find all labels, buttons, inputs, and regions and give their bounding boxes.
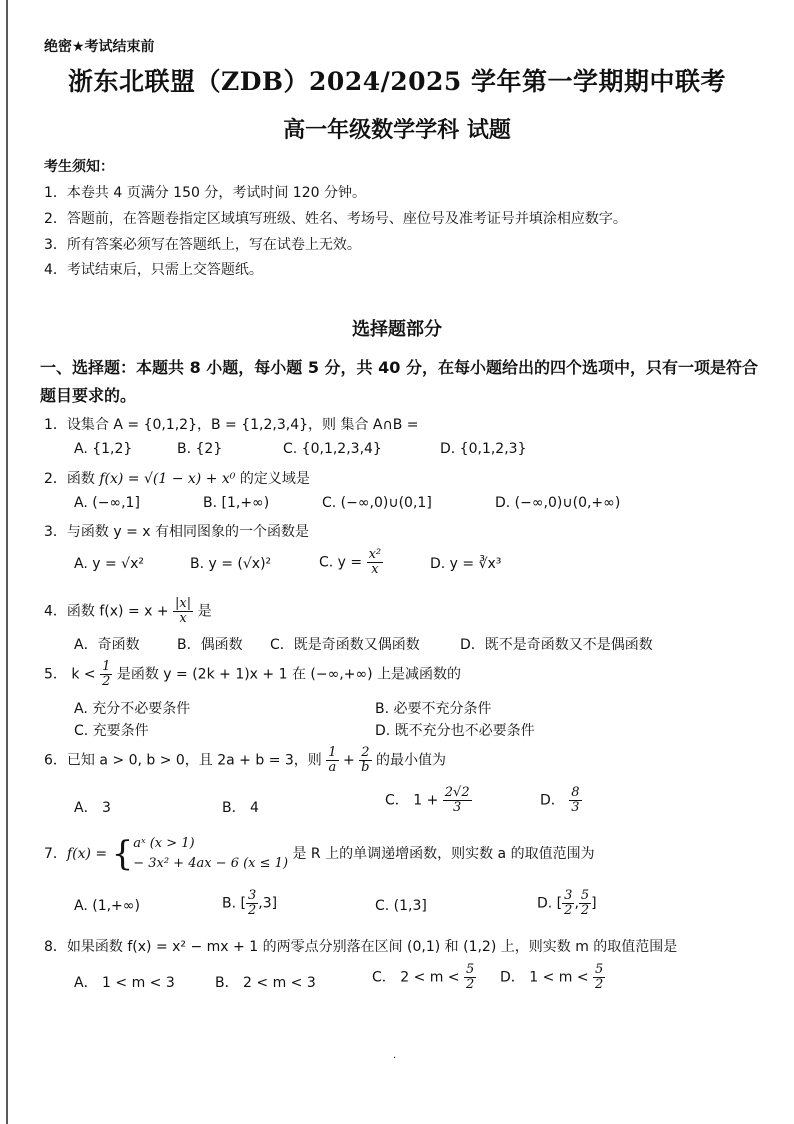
q7-case-2: − 3x² + 4ax − 6 (x ≤ 1) [133, 856, 289, 871]
q7-option-a: A. (1,+∞) [74, 898, 140, 914]
numerator: 8 [571, 785, 580, 800]
q6-c-fraction [443, 786, 472, 815]
q3-c-pre: C. y = [319, 554, 367, 571]
q7-function: f(x) = [66, 846, 112, 862]
q5-option-d: D. 既不充分也不必要条件 [375, 723, 535, 739]
q8-option-b: B． 2 < m < 3 [215, 975, 316, 991]
q8-option-d [500, 963, 605, 992]
q7-d-fraction-1 [562, 889, 574, 918]
q5-option-c: C. 充要条件 [74, 723, 149, 739]
q6-option-c [385, 786, 472, 815]
q6-stem-pre: 6．已知 a > 0, b > 0，且 2a + b = 3，则 [44, 752, 327, 769]
q7-piecewise [133, 834, 288, 874]
q3-option-b: B. y = (√x)² [190, 556, 272, 572]
q6-d-fraction [569, 786, 581, 815]
denominator: 2 [466, 977, 475, 992]
q8-c-pre: C． 2 < m < [372, 969, 465, 986]
q8-c-fraction [464, 963, 476, 992]
q1-option-b: B. {2} [177, 441, 223, 457]
numerator: 2√2 [444, 785, 470, 800]
q3-option-d: D. y = ∛x³ [430, 556, 502, 572]
denominator: x [179, 611, 187, 626]
numerator: 1 [328, 745, 337, 760]
numerator: 5 [595, 962, 604, 977]
denominator: 2 [580, 903, 590, 918]
denominator: 2 [595, 977, 604, 992]
q1-option-d: D. {0,1,2,3} [440, 441, 527, 457]
q7-option-b [222, 889, 277, 918]
numerator: 2 [359, 746, 371, 761]
page-mark: · [393, 1053, 397, 1064]
secret-label: 绝密★考试结束前 [44, 39, 155, 55]
q8-option-a: A． 1 < m < 3 [74, 975, 175, 991]
section-heading: 选择题部分 [352, 319, 442, 340]
q7-option-d [537, 889, 597, 918]
q1-option-c: C. {0,1,2,3,4} [283, 441, 382, 457]
notice-item: 1．本卷共 4 页满分 150 分，考试时间 120 分钟。 [44, 185, 366, 201]
question-4-stem [44, 597, 212, 626]
q5-option-a: A. 充分不必要条件 [74, 701, 191, 717]
q7-d-pre: D. [ [537, 895, 563, 912]
q4-option-b: B．偶函数 [177, 637, 243, 653]
question-6-stem [44, 746, 446, 775]
q3-option-a: A. y = √x² [74, 556, 144, 572]
exam-subtitle: 高一年级数学学科 试题 [283, 117, 511, 143]
brace-icon: { [111, 834, 134, 874]
q7-d-mid: , [574, 895, 579, 912]
denominator: b [361, 760, 370, 775]
q8-d-fraction [593, 963, 605, 992]
numerator: 1 [102, 659, 111, 674]
question-2-stem [44, 468, 310, 488]
q5-fraction [100, 660, 112, 689]
numerator: 3 [564, 888, 573, 903]
q7-b-pre: B. [ [222, 895, 246, 912]
q7-d-post: ] [591, 895, 597, 912]
q1-option-a: A. {1,2} [74, 441, 133, 457]
q3-option-c [319, 548, 383, 577]
q4-option-a: A．奇函数 [74, 637, 140, 653]
numerator: x² [368, 547, 382, 562]
q4-option-c: C．既是奇函数又偶函数 [270, 637, 420, 653]
numerator: |x| [175, 596, 192, 611]
q7-case-1: aˣ (x > 1) [133, 836, 195, 851]
denominator: 2 [102, 674, 111, 689]
q7-stem-post: 是 R 上的单调递增函数，则实数 a 的取值范围为 [288, 846, 595, 862]
q5-option-b: B. 必要不充分条件 [375, 701, 492, 717]
q3-c-fraction [367, 548, 384, 577]
numerator: 5 [466, 962, 475, 977]
denominator: 3 [453, 800, 462, 815]
q2-option-a: A. (−∞,1] [74, 495, 140, 511]
q6-fraction-2 [359, 746, 371, 775]
notice-item: 2．答题前，在答题卷指定区域填写班级、姓名、考场号、座位号及准考证号并填涂相应数字。 [44, 211, 627, 227]
q8-option-c [372, 963, 476, 992]
question-5-stem [44, 660, 461, 689]
question-8-stem: 8．如果函数 f(x) = x² − mx + 1 的两零点分别落在区间 (0,1) 和 (1,2) 上，则实数 m 的取值范围是 [44, 939, 678, 955]
q5-stem-pre: 5． k < [44, 666, 101, 683]
q2-option-b: B. [1,+∞) [203, 495, 270, 511]
q6-option-b: B． 4 [222, 800, 259, 816]
exam-title: 浙东北联盟（ZDB）2024/2025 学年第一学期期中联考 [67, 67, 727, 96]
denominator: x [371, 562, 379, 577]
notice-item: 4．考试结束后，只需上交答题纸。 [44, 262, 263, 278]
numerator: 3 [247, 888, 257, 903]
q4-option-d: D．既不是奇函数又不是偶函数 [460, 637, 653, 653]
q2-stem-pre: 2．函数 [44, 471, 100, 487]
question-3-stem: 3．与函数 y = x 有相同图象的一个函数是 [44, 524, 310, 540]
q7-d-fraction-2 [579, 889, 591, 918]
section-instructions: 一、选择题：本题共 8 小题，每小题 5 分，共 40 分，在每小题给出的四个选项中，只有一项是符合题目要求的。 [40, 358, 758, 405]
q6-option-a: A． 3 [74, 800, 111, 816]
notice-item: 3．所有答案必须写在答题纸上，写在试卷上无效。 [44, 237, 361, 253]
q2-stem-post: 的定义域是 [235, 471, 310, 487]
q6-plus: + [338, 752, 360, 769]
q5-stem-post: 是函数 y = (2k + 1)x + 1 在 (−∞,+∞) 上是减函数的 [112, 666, 462, 683]
numerator: 5 [580, 888, 590, 903]
binding-margin-line [6, 0, 8, 1124]
question-1-stem: 1．设集合 A = {0,1,2}，B = {1,2,3,4}，则 集合 A∩B = [44, 417, 419, 433]
q4-fraction [173, 597, 193, 626]
notice-heading: 考生须知： [44, 159, 114, 175]
q7-b-fraction [246, 889, 258, 918]
q6-option-d [540, 786, 582, 815]
q4-stem-post: 是 [193, 603, 212, 620]
q2-option-d: D. (−∞,0)∪(0,+∞) [495, 495, 621, 511]
q2-function: f(x) = √(1 − x) + x⁰ [99, 471, 236, 487]
q6-stem-post: 的最小值为 [371, 752, 446, 769]
denominator: 2 [247, 903, 257, 918]
q7-number: 7． [44, 846, 67, 862]
q4-stem-pre: 4．函数 f(x) = x + [44, 603, 174, 620]
q6-d-pre: D． [540, 792, 565, 809]
q6-fraction-1 [326, 746, 338, 775]
q8-d-pre: D． 1 < m < [500, 969, 594, 986]
q6-c-pre: C． 1 + [385, 792, 443, 809]
denominator: a [328, 760, 337, 775]
denominator: 3 [571, 800, 580, 815]
question-7-stem [44, 834, 595, 874]
q2-option-c: C. (−∞,0)∪(0,1] [322, 495, 432, 511]
denominator: 2 [564, 903, 573, 918]
q7-option-c: C. (1,3] [375, 898, 427, 914]
q7-b-post: ,3] [258, 895, 278, 912]
